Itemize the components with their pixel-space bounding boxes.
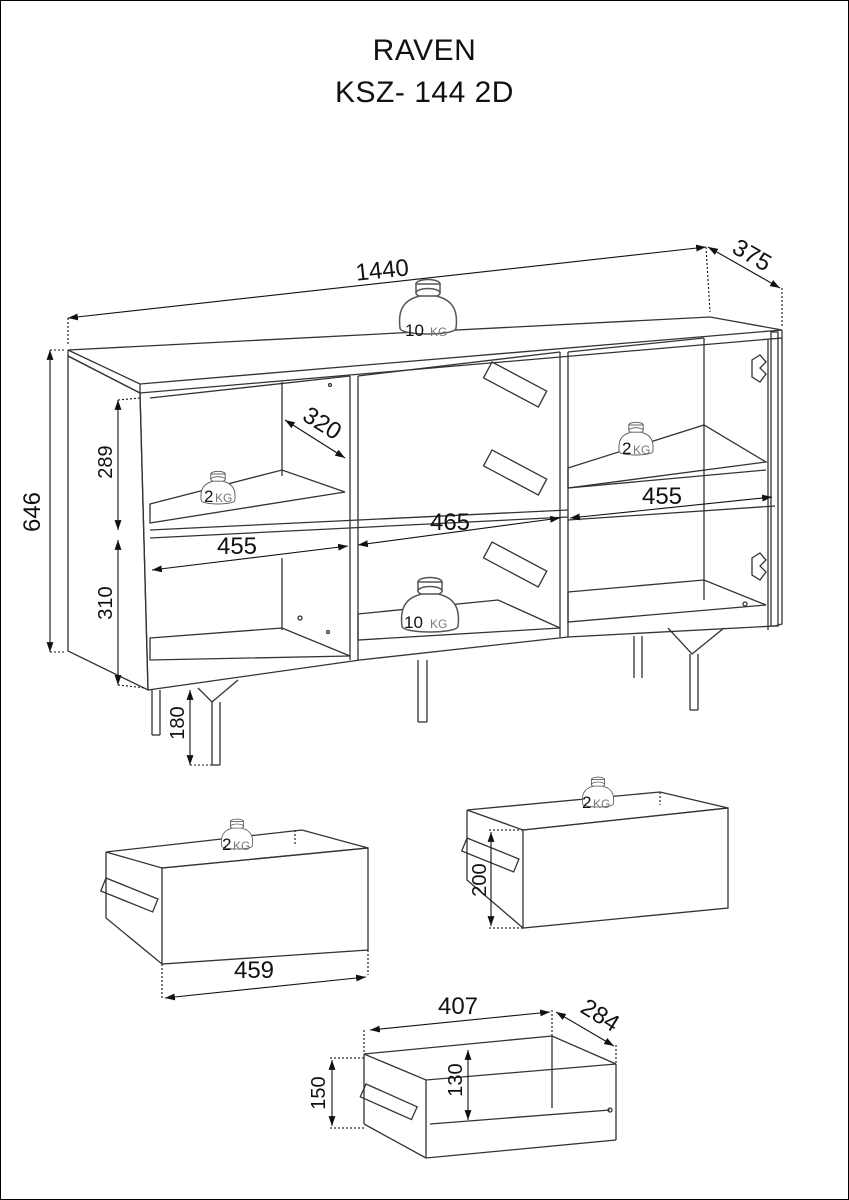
hinge-bottom [752, 553, 766, 580]
drawer-right-load-unit: KG [593, 797, 611, 811]
width-label: 1440 [354, 254, 411, 287]
middle-width-label: 465 [429, 509, 471, 536]
product-name: RAVEN [372, 34, 477, 67]
right-width-label: 455 [641, 483, 683, 510]
bottom-compartment-height-label: 310 [95, 586, 117, 620]
sideboard-left-side [68, 356, 148, 690]
drawer-box-depth-label: 284 [575, 993, 625, 1038]
drawer-left-load-unit: KG [233, 839, 251, 853]
sideboard-body [68, 317, 782, 765]
drawer-right-load-value: 2 [582, 793, 592, 812]
left-shelf [150, 470, 345, 523]
open-door-edge [771, 332, 778, 626]
drawer-front-height-label: 200 [469, 863, 491, 897]
depth-label: 375 [727, 233, 776, 278]
top-load-unit: KG [430, 325, 448, 339]
hinge-top [752, 355, 766, 382]
drawer-box-dimensions [332, 1012, 614, 1126]
left-bottom-panel [150, 628, 350, 660]
top-load-value: 10 [405, 321, 424, 340]
drawer-box-width-label: 407 [437, 993, 479, 1020]
shelf-depth-label: 320 [297, 401, 347, 446]
left-shelf-load-value: 2 [204, 487, 214, 506]
middle-bottom-load-value: 10 [404, 613, 423, 632]
top-compartment-height-label: 289 [95, 445, 117, 479]
drawer-rail-3 [484, 542, 547, 587]
drawer-rail-2 [484, 450, 547, 495]
right-shelf-load-value: 2 [622, 439, 632, 458]
drawer-inner-height-label: 130 [445, 1063, 467, 1097]
product-code: KSZ- 144 2D [335, 76, 514, 109]
left-width-label: 455 [216, 533, 258, 560]
drawer-rail-1 [484, 362, 547, 407]
middle-bottom-load-unit: KG [430, 617, 448, 631]
drawer-right [462, 792, 728, 928]
right-shelf-load-unit: KG [633, 443, 651, 457]
drawer-box [330, 1010, 616, 1158]
drawer-left-load-value: 2 [222, 835, 232, 854]
drawer-box-height-label: 150 [308, 1076, 330, 1110]
drawer-front-width-label: 459 [233, 957, 275, 984]
height-label: 646 [19, 491, 46, 533]
leg-height-label: 180 [167, 706, 189, 740]
left-shelf-load-unit: KG [215, 491, 233, 505]
right-bottom-panel [568, 580, 766, 622]
